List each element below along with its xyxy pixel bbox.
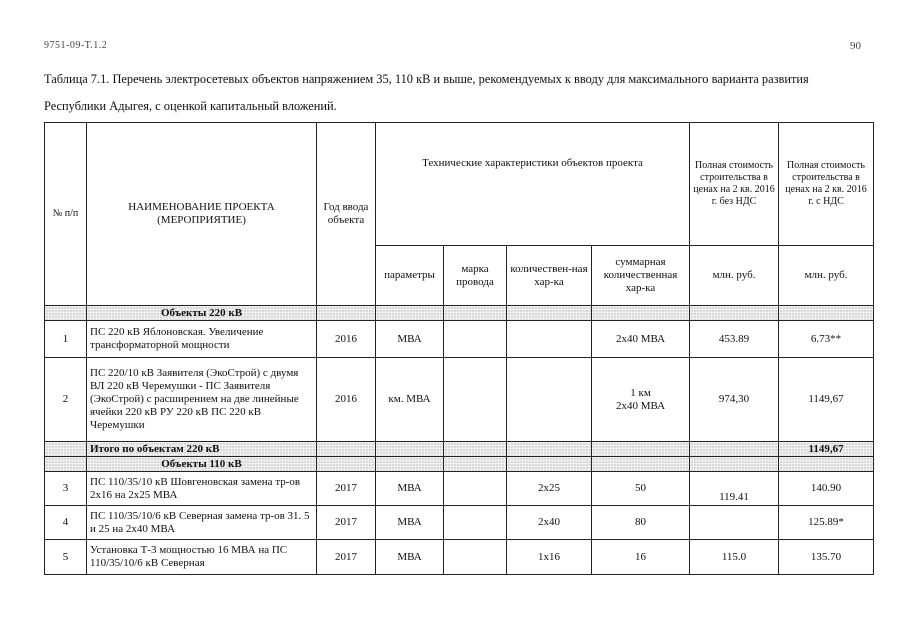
row-number: 5 [45,540,87,575]
header-number: № п/п [45,123,87,306]
header-parameters: параметры [376,246,444,306]
header-project-name: НАИМЕНОВАНИЕ ПРОЕКТА (МЕРОПРИЯТИЕ) [87,123,317,306]
row-quantity [507,321,592,358]
row-total-quantity-power: 2х40 МВА [615,399,666,412]
section-row-220 [45,306,874,321]
row-quantity: 1х16 [507,540,592,575]
row-wire-brand [444,472,507,506]
row-quantity [507,358,592,442]
document-code: 9751-09-Т.1.2 [44,40,108,51]
row-project-name: ПС 220/10 кВ Заявителя (ЭкоСтрой) с двумя ВЛ 220 кВ Черемушки - ПС Заявителя (ЭкоСтрой) с расширением на две линейные ячейки 220 кВ РУ 220 кВ ПС 220 кВ Черемушки [87,358,317,442]
row-number: 3 [45,472,87,506]
row-cost-vat: 140.90 [779,472,874,506]
page-number: 90 [850,40,861,52]
row-wire-brand [444,358,507,442]
row-year: 2016 [317,358,376,442]
row-number: 4 [45,506,87,540]
header-cost-vat: Полная стоимость строительства в ценах на 2 кв. 2016 г. с НДС [779,123,874,246]
row-cost-no-vat: 119.41 [690,472,779,506]
row-total-quantity: 2х40 МВА [592,321,690,358]
row-cost-vat: 135.70 [779,540,874,575]
row-cost-no-vat [690,506,779,540]
table-row [45,472,874,506]
row-total-quantity: 50 [592,472,690,506]
row-quantity: 2х25 [507,472,592,506]
row-number: 1 [45,321,87,358]
row-total-quantity [592,358,690,442]
total-row-220 [45,442,874,457]
row-year: 2017 [317,540,376,575]
header-cost-no-vat: Полная стоимость строительства в ценах на 2 кв. 2016 г. без НДС [690,123,779,246]
row-parameters: МВА [376,472,444,506]
row-quantity: 2х40 [507,506,592,540]
total-value-220: 1149,67 [779,442,874,457]
header-unit-no-vat: млн. руб. [690,246,779,306]
row-cost-no-vat: 115.0 [690,540,779,575]
table-row [45,540,874,575]
row-project-name: ПС 110/35/10 кВ Шовгеновская замена тр-ов 2х16 на 2х25 МВА [87,472,317,506]
section-title-220: Объекты 220 кВ [87,306,317,321]
section-title-110: Объекты 110 кВ [87,457,317,472]
header-wire-brand: марка провода [444,246,507,306]
row-year: 2016 [317,321,376,358]
row-cost-vat: 125.89* [779,506,874,540]
header-quantity: количествен-ная хар-ка [507,246,592,306]
row-project-name: Установка Т-3 мощностью 16 МВА на ПС 110/35/10/6 кВ Северная [87,540,317,575]
row-cost-no-vat: 453.89 [690,321,779,358]
row-total-quantity: 16 [592,540,690,575]
row-number: 2 [45,358,87,442]
row-total-quantity-length: 1 км [630,386,651,399]
header-total-quantity: суммарная количественная хар-ка [592,246,690,306]
row-parameters: МВА [376,540,444,575]
row-year: 2017 [317,472,376,506]
total-label-220: Итого по объектам 220 кВ [87,442,317,457]
row-parameters: км. МВА [376,358,444,442]
section-row-110 [45,457,874,472]
header-year: Год ввода объекта [317,123,376,306]
investment-table [44,122,874,575]
header-unit-vat: млн. руб. [779,246,874,306]
row-wire-brand [444,506,507,540]
row-parameters: МВА [376,321,444,358]
row-wire-brand [444,321,507,358]
row-project-name: ПС 110/35/10/6 кВ Северная замена тр-ов 31. 5 и 25 на 2х40 МВА [87,506,317,540]
table-row [45,506,874,540]
row-cost-vat: 1149,67 [779,358,874,442]
row-parameters: МВА [376,506,444,540]
row-wire-brand [444,540,507,575]
table-row [45,358,874,442]
table-caption: Таблица 7.1. Перечень электросетевых объектов напряжением 35, 110 кВ и выше, рекомендуемых к вводу для максимального варианта развития Республики Адыгея, с оценкой капитальный вложений. [44,72,809,113]
row-year: 2017 [317,506,376,540]
row-cost-no-vat: 974,30 [690,358,779,442]
row-cost-vat: 6.73** [779,321,874,358]
header-tech-characteristics: Технические характеристики объектов проекта [376,123,690,246]
row-total-quantity: 80 [592,506,690,540]
table-row [45,321,874,358]
row-project-name: ПС 220 кВ Яблоновская. Увеличение трансформаторной мощности [87,321,317,358]
